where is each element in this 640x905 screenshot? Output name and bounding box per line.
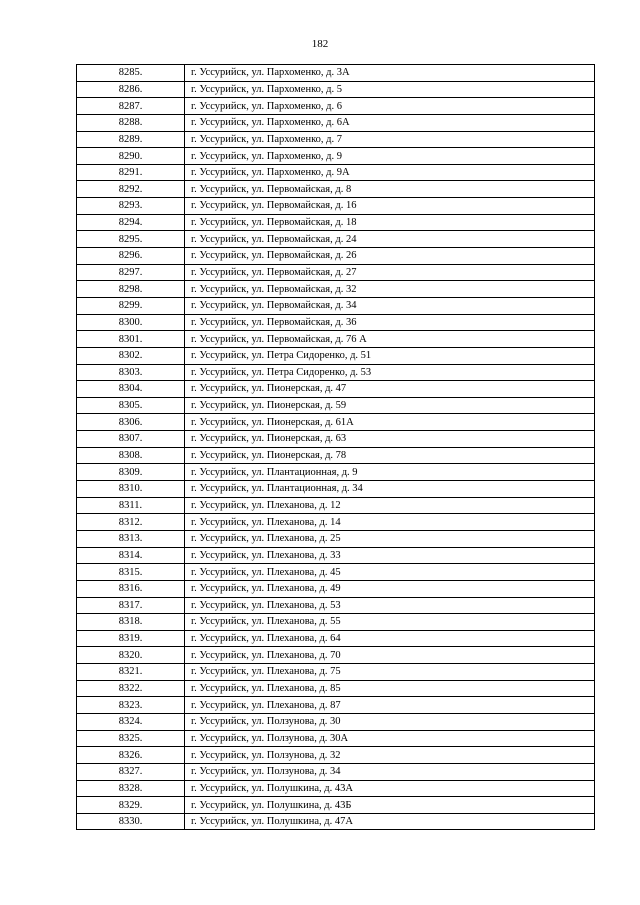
table-row: [77, 447, 595, 464]
row-number-cell: 8324.: [77, 713, 185, 730]
table-row: [77, 364, 595, 381]
row-number-cell: 8289.: [77, 131, 185, 148]
address-cell: г. Уссурийск, ул. Первомайская, д. 26: [185, 248, 595, 265]
table-row: [77, 231, 595, 248]
row-number-cell: 8329.: [77, 797, 185, 814]
table-row: [77, 331, 595, 348]
address-cell: г. Уссурийск, ул. Плеханова, д. 87: [185, 697, 595, 714]
table-row: [77, 264, 595, 281]
address-cell: г. Уссурийск, ул. Пархоменко, д. 5: [185, 81, 595, 98]
table-row: [77, 414, 595, 431]
table-row: [77, 65, 595, 82]
row-number-cell: 8285.: [77, 65, 185, 82]
table-row: [77, 497, 595, 514]
address-cell: г. Уссурийск, ул. Полушкина, д. 43А: [185, 780, 595, 797]
table-row: [77, 314, 595, 331]
table-row: [77, 397, 595, 414]
table-row: [77, 464, 595, 481]
row-number-cell: 8288.: [77, 114, 185, 131]
table-row: [77, 514, 595, 531]
table-row: [77, 697, 595, 714]
address-cell: г. Уссурийск, ул. Плеханова, д. 85: [185, 680, 595, 697]
row-number-cell: 8296.: [77, 248, 185, 265]
row-number-cell: 8323.: [77, 697, 185, 714]
address-cell: г. Уссурийск, ул. Пионерская, д. 63: [185, 431, 595, 448]
table-row: [77, 797, 595, 814]
address-cell: г. Уссурийск, ул. Полушкина, д. 43Б: [185, 797, 595, 814]
table-row: [77, 564, 595, 581]
row-number-cell: 8308.: [77, 447, 185, 464]
table-row: [77, 813, 595, 830]
address-cell: г. Уссурийск, ул. Первомайская, д. 8: [185, 181, 595, 198]
address-cell: г. Уссурийск, ул. Плеханова, д. 55: [185, 614, 595, 631]
table-row: [77, 664, 595, 681]
table-row: [77, 98, 595, 115]
address-cell: г. Уссурийск, ул. Пархоменко, д. 7: [185, 131, 595, 148]
address-cell: г. Уссурийск, ул. Плеханова, д. 14: [185, 514, 595, 531]
row-number-cell: 8301.: [77, 331, 185, 348]
table-row: [77, 614, 595, 631]
row-number-cell: 8328.: [77, 780, 185, 797]
table-row: [77, 747, 595, 764]
table-row: [77, 763, 595, 780]
table-row: [77, 431, 595, 448]
row-number-cell: 8320.: [77, 647, 185, 664]
table-row: [77, 198, 595, 215]
address-cell: г. Уссурийск, ул. Ползунова, д. 32: [185, 747, 595, 764]
table-row: [77, 214, 595, 231]
address-cell: г. Уссурийск, ул. Плеханова, д. 75: [185, 664, 595, 681]
address-cell: г. Уссурийск, ул. Пионерская, д. 59: [185, 397, 595, 414]
address-cell: г. Уссурийск, ул. Плеханова, д. 49: [185, 580, 595, 597]
address-cell: г. Уссурийск, ул. Плантационная, д. 34: [185, 481, 595, 498]
address-cell: г. Уссурийск, ул. Пархоменко, д. 6: [185, 98, 595, 115]
table-row: [77, 580, 595, 597]
address-cell: г. Уссурийск, ул. Ползунова, д. 30А: [185, 730, 595, 747]
page-number: 182: [311, 38, 329, 50]
address-cell: г. Уссурийск, ул. Первомайская, д. 34: [185, 297, 595, 314]
table-row: [77, 381, 595, 398]
table-row: [77, 780, 595, 797]
row-number-cell: 8298.: [77, 281, 185, 298]
row-number-cell: 8309.: [77, 464, 185, 481]
row-number-cell: 8291.: [77, 164, 185, 181]
address-cell: г. Уссурийск, ул. Пархоменко, д. 6А: [185, 114, 595, 131]
address-cell: г. Уссурийск, ул. Плеханова, д. 33: [185, 547, 595, 564]
row-number-cell: 8319.: [77, 630, 185, 647]
address-cell: г. Уссурийск, ул. Плеханова, д. 12: [185, 497, 595, 514]
table-row: [77, 131, 595, 148]
address-cell: г. Уссурийск, ул. Ползунова, д. 34: [185, 763, 595, 780]
row-number-cell: 8304.: [77, 381, 185, 398]
row-number-cell: 8312.: [77, 514, 185, 531]
row-number-cell: 8317.: [77, 597, 185, 614]
row-number-cell: 8310.: [77, 481, 185, 498]
address-cell: г. Уссурийск, ул. Пионерская, д. 61А: [185, 414, 595, 431]
row-number-cell: 8300.: [77, 314, 185, 331]
address-cell: г. Уссурийск, ул. Первомайская, д. 27: [185, 264, 595, 281]
table-row: [77, 181, 595, 198]
address-cell: г. Уссурийск, ул. Петра Сидоренко, д. 53: [185, 364, 595, 381]
row-number-cell: 8305.: [77, 397, 185, 414]
table-row: [77, 248, 595, 265]
address-cell: г. Уссурийск, ул. Пархоменко, д. 9А: [185, 164, 595, 181]
row-number-cell: 8302.: [77, 347, 185, 364]
row-number-cell: 8287.: [77, 98, 185, 115]
table-row: [77, 297, 595, 314]
address-cell: г. Уссурийск, ул. Плеханова, д. 64: [185, 630, 595, 647]
address-cell: г. Уссурийск, ул. Первомайская, д. 16: [185, 198, 595, 215]
row-number-cell: 8290.: [77, 148, 185, 165]
row-number-cell: 8326.: [77, 747, 185, 764]
table-row: [77, 81, 595, 98]
table-row: [77, 597, 595, 614]
row-number-cell: 8321.: [77, 664, 185, 681]
row-number-cell: 8297.: [77, 264, 185, 281]
row-number-cell: 8327.: [77, 763, 185, 780]
address-cell: г. Уссурийск, ул. Пионерская, д. 47: [185, 381, 595, 398]
table-row: [77, 530, 595, 547]
address-table: [76, 64, 595, 830]
table-row: [77, 481, 595, 498]
table-row: [77, 730, 595, 747]
address-cell: г. Уссурийск, ул. Петра Сидоренко, д. 51: [185, 347, 595, 364]
row-number-cell: 8322.: [77, 680, 185, 697]
address-cell: г. Уссурийск, ул. Первомайская, д. 18: [185, 214, 595, 231]
table-row: [77, 114, 595, 131]
address-cell: г. Уссурийск, ул. Первомайская, д. 32: [185, 281, 595, 298]
address-cell: г. Уссурийск, ул. Первомайская, д. 36: [185, 314, 595, 331]
table-row: [77, 680, 595, 697]
table-row: [77, 647, 595, 664]
table-row: [77, 547, 595, 564]
row-number-cell: 8295.: [77, 231, 185, 248]
address-cell: г. Уссурийск, ул. Первомайская, д. 24: [185, 231, 595, 248]
row-number-cell: 8294.: [77, 214, 185, 231]
address-cell: г. Уссурийск, ул. Ползунова, д. 30: [185, 713, 595, 730]
address-cell: г. Уссурийск, ул. Плеханова, д. 70: [185, 647, 595, 664]
row-number-cell: 8311.: [77, 497, 185, 514]
address-cell: г. Уссурийск, ул. Первомайская, д. 76 А: [185, 331, 595, 348]
address-cell: г. Уссурийск, ул. Плеханова, д. 53: [185, 597, 595, 614]
row-number-cell: 8318.: [77, 614, 185, 631]
address-table-body: [77, 65, 595, 830]
address-cell: г. Уссурийск, ул. Плеханова, д. 25: [185, 530, 595, 547]
row-number-cell: 8316.: [77, 580, 185, 597]
table-row: [77, 164, 595, 181]
row-number-cell: 8315.: [77, 564, 185, 581]
row-number-cell: 8293.: [77, 198, 185, 215]
address-cell: г. Уссурийск, ул. Плеханова, д. 45: [185, 564, 595, 581]
table-row: [77, 713, 595, 730]
table-row: [77, 630, 595, 647]
row-number-cell: 8299.: [77, 297, 185, 314]
table-row: [77, 347, 595, 364]
address-cell: г. Уссурийск, ул. Плантационная, д. 9: [185, 464, 595, 481]
address-cell: г. Уссурийск, ул. Пархоменко, д. 3А: [185, 65, 595, 82]
address-cell: г. Уссурийск, ул. Полушкина, д. 47А: [185, 813, 595, 830]
table-row: [77, 281, 595, 298]
row-number-cell: 8286.: [77, 81, 185, 98]
row-number-cell: 8313.: [77, 530, 185, 547]
row-number-cell: 8307.: [77, 431, 185, 448]
row-number-cell: 8292.: [77, 181, 185, 198]
row-number-cell: 8303.: [77, 364, 185, 381]
table-row: [77, 148, 595, 165]
address-cell: г. Уссурийск, ул. Пионерская, д. 78: [185, 447, 595, 464]
row-number-cell: 8325.: [77, 730, 185, 747]
row-number-cell: 8306.: [77, 414, 185, 431]
row-number-cell: 8314.: [77, 547, 185, 564]
row-number-cell: 8330.: [77, 813, 185, 830]
address-cell: г. Уссурийск, ул. Пархоменко, д. 9: [185, 148, 595, 165]
